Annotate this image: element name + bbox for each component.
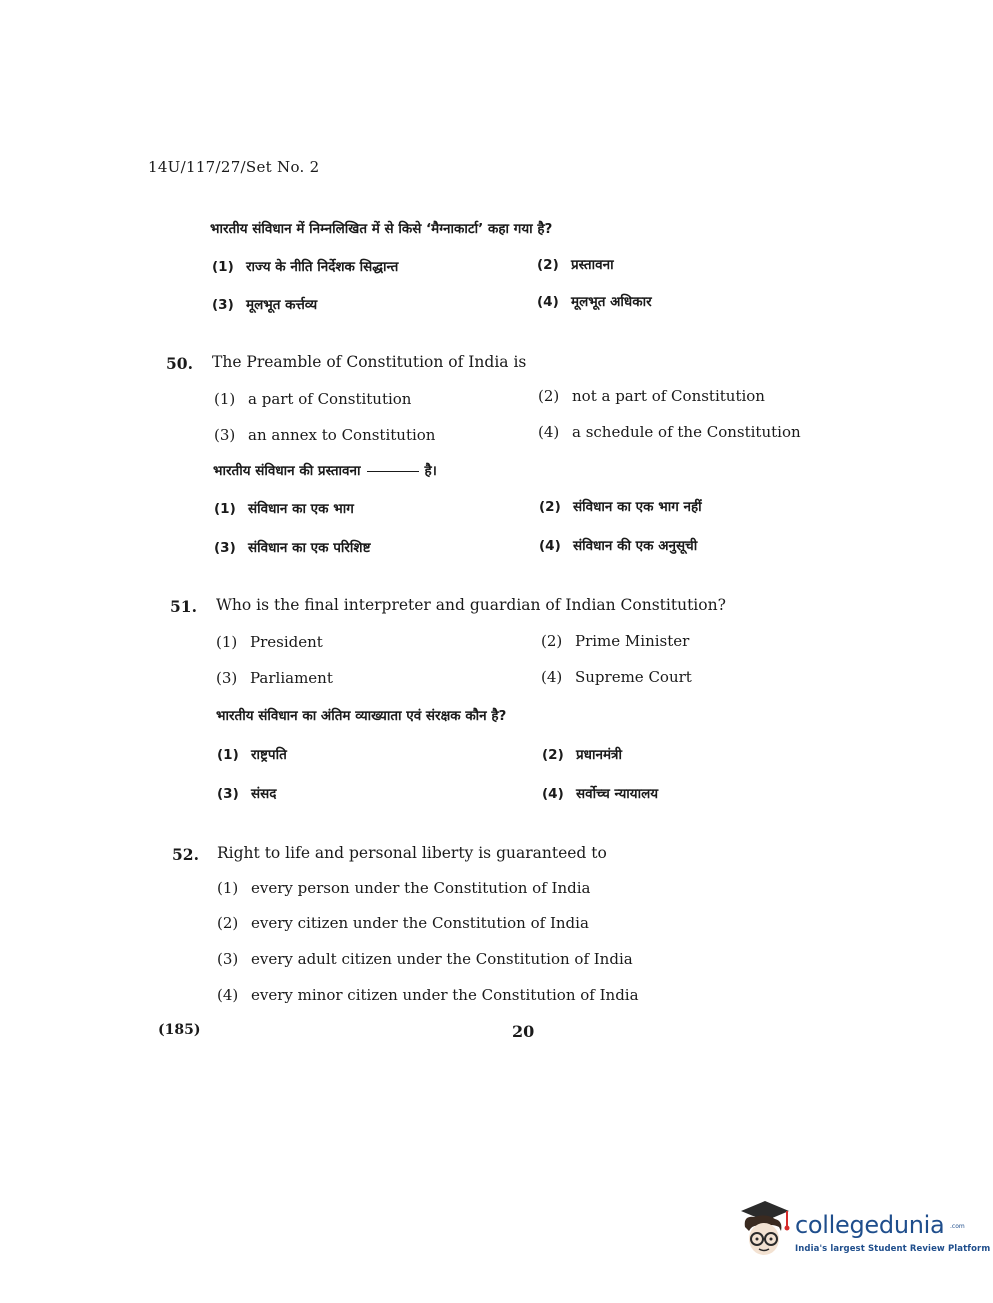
q50-option-1 (214, 390, 411, 408)
option-number: (1) (217, 747, 239, 763)
option-number: (2) (542, 747, 564, 763)
option-number: (2) (541, 632, 563, 650)
prev-option-3 (212, 295, 317, 313)
option-number: (1) (212, 259, 234, 275)
option-text: a part of Constitution (248, 390, 412, 408)
q51-number: 51. (170, 597, 197, 616)
option-text: संविधान का एक परिशिष्ट (248, 540, 371, 556)
option-text: संविधान की एक अनुसूची (573, 538, 698, 554)
option-text: Supreme Court (575, 668, 692, 686)
prev-option-1 (212, 257, 398, 275)
option-text: राष्ट्रपति (251, 747, 287, 763)
option-number: (1) (214, 390, 236, 408)
option-number: (4) (538, 423, 560, 441)
option-number: (2) (538, 387, 560, 405)
q52-option-1 (217, 879, 590, 897)
option-text: सर्वोच्च न्यायालय (576, 786, 659, 802)
q52-number: 52. (172, 845, 199, 864)
q51-option-4 (541, 668, 692, 686)
option-number: (3) (217, 950, 239, 968)
q51-hindi-option-4 (542, 784, 658, 802)
option-number: (2) (539, 499, 561, 515)
prev-question-hindi: भारतीय संविधान में निम्नलिखित में से किसे ‘मैग्नाकार्टा’ कहा गया है? (210, 221, 553, 237)
q50-option-3 (214, 426, 435, 444)
option-text: not a part of Constitution (572, 387, 765, 405)
option-text: a schedule of the Constitution (572, 423, 801, 441)
option-text: संसद (251, 786, 277, 802)
footer-code: (185) (158, 1022, 201, 1038)
option-number: (1) (214, 501, 236, 517)
option-number: (3) (214, 426, 236, 444)
q52-option-2 (217, 914, 589, 932)
paper-code: 14U/117/27/Set No. 2 (148, 158, 320, 176)
option-number: (3) (217, 786, 239, 802)
q50-text-hindi (213, 461, 437, 479)
q50-hindi-option-2 (539, 497, 702, 515)
option-number: (2) (217, 914, 239, 932)
hindi-before-blank: भारतीय संविधान की प्रस्तावना (213, 463, 361, 479)
prev-option-4 (537, 292, 652, 310)
option-text: every person under the Constitution of India (251, 879, 591, 897)
q50-hindi-option-4 (539, 536, 697, 554)
q50-number: 50. (166, 354, 193, 373)
fill-blank (367, 471, 419, 472)
q51-hindi-option-1 (217, 745, 287, 763)
option-number: (4) (217, 986, 239, 1004)
option-text: every citizen under the Constitution of India (251, 914, 589, 932)
q51-option-3 (216, 669, 333, 687)
q51-option-2 (541, 632, 689, 650)
q51-text-english: Who is the final interpreter and guardian of Indian Constitution? (216, 596, 726, 614)
collegedunia-logo[interactable] (733, 1195, 991, 1275)
logo-suffix: .com (950, 1223, 965, 1230)
option-text: प्रस्तावना (571, 257, 614, 273)
prev-option-2 (537, 255, 614, 273)
graduate-mascot-icon (735, 1197, 793, 1263)
option-text: President (250, 633, 323, 651)
q52-option-4 (217, 986, 639, 1004)
option-number: (1) (216, 633, 238, 651)
page-number: 20 (512, 1022, 535, 1041)
option-number: (4) (537, 294, 559, 310)
q51-hindi-option-3 (217, 784, 276, 802)
option-number: (2) (537, 257, 559, 273)
option-text: मूलभूत अधिकार (571, 294, 652, 310)
option-number: (4) (542, 786, 564, 802)
q52-text-english: Right to life and personal liberty is guaranteed to (217, 844, 607, 862)
option-text: राज्य के नीति निर्देशक सिद्धान्त (246, 259, 399, 275)
option-number: (3) (216, 669, 238, 687)
option-text: Prime Minister (575, 632, 690, 650)
hindi-after-blank: है। (424, 463, 437, 479)
option-text: every adult citizen under the Constitution of India (251, 950, 633, 968)
q51-option-1 (216, 633, 323, 651)
option-text: संविधान का एक भाग नहीं (573, 499, 702, 515)
logo-wordmark: collegedunia (795, 1211, 945, 1239)
option-number: (4) (539, 538, 561, 554)
q52-option-3 (217, 950, 633, 968)
option-number: (3) (212, 297, 234, 313)
option-text: Parliament (250, 669, 333, 687)
logo-tagline: India's largest Student Review Platform (795, 1244, 991, 1254)
q50-option-2 (538, 387, 765, 405)
q50-option-4 (538, 423, 801, 441)
option-text: मूलभूत कर्त्तव्य (246, 297, 318, 313)
q51-hindi-option-2 (542, 745, 622, 763)
option-number: (4) (541, 668, 563, 686)
option-text: संविधान का एक भाग (248, 501, 354, 517)
option-text: every minor citizen under the Constitution of India (251, 986, 639, 1004)
option-text: an annex to Constitution (248, 426, 436, 444)
q50-hindi-option-1 (214, 499, 354, 517)
q50-text-english: The Preamble of Constitution of India is (212, 353, 527, 371)
option-text: प्रधानमंत्री (576, 747, 622, 763)
q50-hindi-option-3 (214, 538, 370, 556)
option-number: (1) (217, 879, 239, 897)
option-number: (3) (214, 540, 236, 556)
q51-text-hindi: भारतीय संविधान का अंतिम व्याख्याता एवं संरक्षक कौन है? (216, 708, 507, 724)
